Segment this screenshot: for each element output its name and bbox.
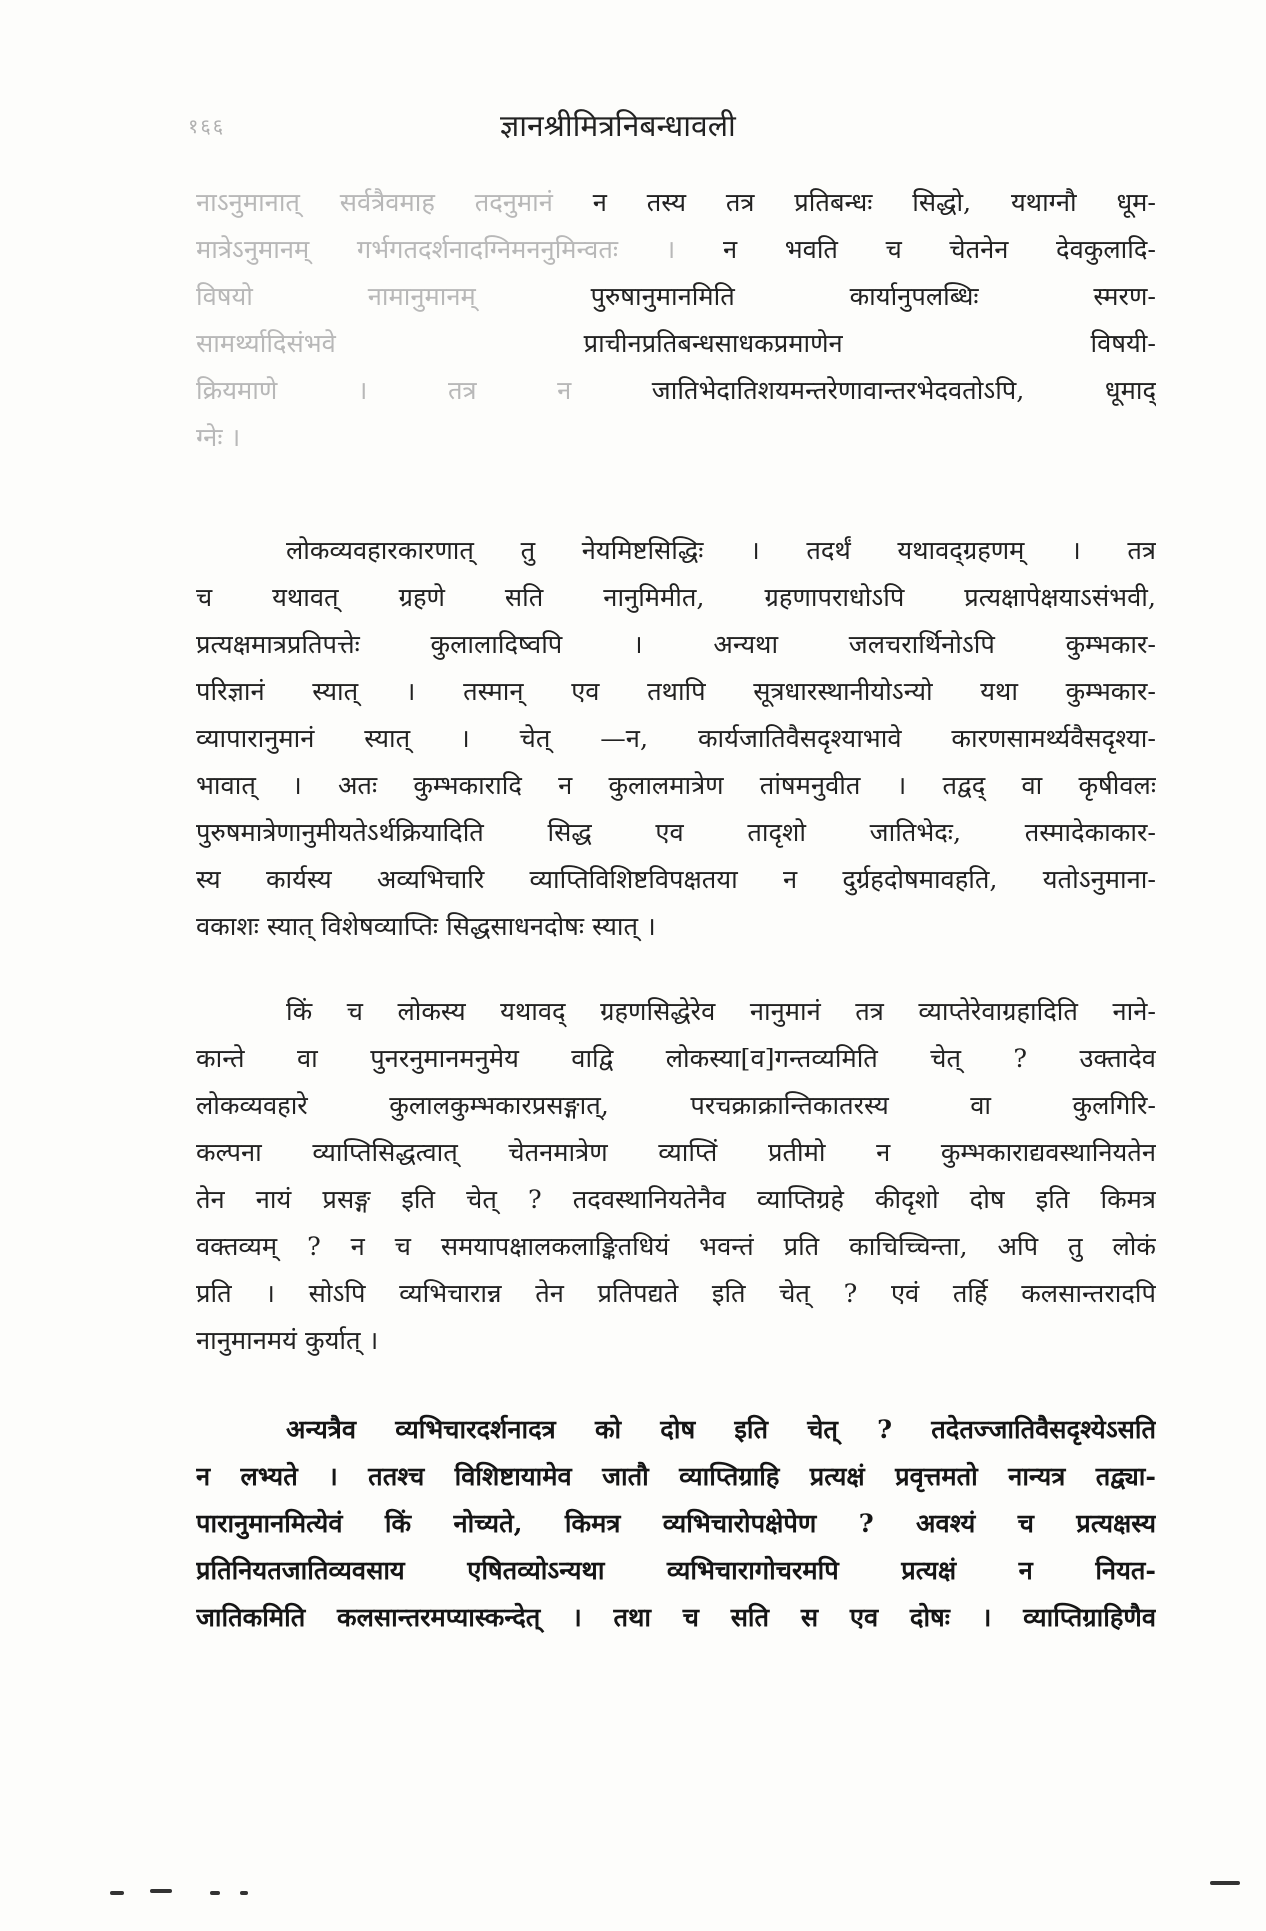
text-line: स्य कार्यस्य अव्यभिचारि व्याप्तिविशिष्टविपक्षतया न दुर्ग्रहदोषमावहति, यतोऽनुमाना- (196, 865, 1156, 895)
paragraph-4 (196, 1407, 1156, 1642)
paragraph-1 (196, 180, 1156, 462)
faded-segment: क्रियमाणे । तत्र न (196, 376, 572, 406)
body-text (196, 180, 1156, 1642)
text-line (196, 368, 1156, 415)
text-line: प्रत्यक्षमात्रप्रतिपत्तेः कुलालादिष्वपि । अन्यथा जलचरार्थिनोऽपि कुम्भकार- (196, 630, 1156, 660)
text-line-rest: पुरुषानुमानमिति कार्यानुपलब्धिः स्मरण- (590, 282, 1156, 312)
text-line: प्रतिनियतजातिव्यवसाय एषितव्योऽन्यथा व्यभिचारागोचरमपि प्रत्यक्षं न नियत- (196, 1556, 1156, 1586)
text-line: लोकव्यवहारकारणात् तु नेयमिष्टसिद्धिः । तदर्थं यथावद्ग्रहणम् । तत्र (286, 536, 1156, 566)
text-line: जातिकमिति कलसान्तरमप्यास्कन्देत् । तथा च सति स एव दोषः । व्याप्तिग्राहिणैव (196, 1603, 1156, 1633)
text-line: परिज्ञानं स्यात् । तस्मान् एव तथापि सूत्रधारस्थानीयोऽन्यो यथा कुम्भकार- (196, 677, 1156, 707)
scan-speck (110, 1891, 124, 1895)
scan-speck (1210, 1881, 1240, 1885)
text-line: च यथावत् ग्रहणे सति नानुमिमीत, ग्रहणापराधोऽपि प्रत्यक्षापेक्षयाऽसंभवी, (196, 583, 1156, 613)
text-line (196, 227, 1156, 274)
faded-segment: सामर्थ्यादिसंभवे (196, 329, 336, 359)
text-line: ग्नेः । (196, 423, 241, 453)
page-number: १६६ (188, 114, 226, 138)
text-line: कल्पना व्याप्तिसिद्धत्वात् चेतनमात्रेण व्याप्तिं प्रतीमो न कुम्भकाराद्यवस्थानियतेन (196, 1138, 1156, 1168)
text-line: पुरुषमात्रेणानुमीयतेऽर्थक्रियादिति सिद्ध एव तादृशो जातिभेदः, तस्मादेकाकार- (196, 818, 1156, 848)
text-line: किं च लोकस्य यथावद् ग्रहणसिद्धेरेव नानुमानं तत्र व्याप्तेरेवाग्रहादिति नाने- (286, 997, 1156, 1027)
text-line (196, 274, 1156, 321)
scan-artifacts (110, 1881, 1266, 1911)
text-line: तेन नायं प्रसङ्ग इति चेत् ? तदवस्थानियतेनैव व्याप्तिग्रहे कीदृशो दोष इति किमत्र (196, 1185, 1156, 1215)
text-line: लोकव्यवहारे कुलालकुम्भकारप्रसङ्गात्, परचक्राक्रान्तिकातरस्य वा कुलगिरि- (196, 1091, 1156, 1121)
text-line (196, 321, 1156, 368)
scan-speck (210, 1891, 220, 1895)
text-line: अन्यत्रैव व्यभिचारदर्शनादत्र को दोष इति चेत् ? तदेतज्जातिवैसदृश्येऽसति (286, 1415, 1156, 1445)
faded-segment: विषयो नामानुमानम् (196, 282, 476, 312)
text-line: व्यापारानुमानं स्यात् । चेत् —न, कार्यजातिवैसदृश्याभावे कारणसामर्थ्यवैसदृश्या- (196, 724, 1156, 754)
text-line: वकाशः स्यात् विशेषव्याप्तिः सिद्धसाधनदोषः स्यात् । (196, 912, 656, 942)
text-line: भावात् । अतः कुम्भकारादि न कुलालमात्रेण तांषमनुवीत । तद्वद् वा कृषीवलः (196, 771, 1156, 801)
text-line-rest: न तस्य तत्र प्रतिबन्धः सिद्धो, यथाग्नौ धूम- (592, 188, 1156, 218)
paragraph-2 (196, 528, 1156, 951)
scan-speck (240, 1891, 248, 1895)
text-line: नानुमानमयं कुर्यात् । (196, 1326, 379, 1356)
text-line: पारानुमानमित्येवं किं नोच्यते, किमत्र व्यभिचारोपक्षेपेण ? अवश्यं च प्रत्यक्षस्य (196, 1509, 1156, 1539)
text-line: वक्तव्यम् ? न च समयापक्षालकलाङ्कितधियं भवन्तं प्रति काचिच्चिन्ता, अपि तु लोकं (196, 1232, 1156, 1262)
text-line: प्रति । सोऽपि व्यभिचारान्न तेन प्रतिपद्यते इति चेत् ? एवं तर्हि कलसान्तरादपि (196, 1279, 1156, 1309)
faded-segment: नाऽनुमानात् सर्वत्रैवमाह तदनुमानं (196, 188, 553, 218)
text-line (196, 180, 1156, 227)
faded-segment: मात्रेऽनुमानम् गर्भगतदर्शनादग्निमननुमिन्वतः । (196, 235, 676, 265)
text-line-rest: प्राचीनप्रतिबन्धसाधकप्रमाणेन विषयी- (583, 329, 1156, 359)
text-line: न लभ्यते । ततश्च विशिष्टायामेव जातौ व्याप्तिग्राहि प्रत्यक्षं प्रवृत्तमतो नान्यत्र तद्व्या- (196, 1462, 1156, 1492)
paragraph-3 (196, 989, 1156, 1365)
page-header (0, 104, 1266, 144)
running-title: ज्ञानश्रीमित्रनिबन्धावली (500, 109, 736, 144)
text-line: कान्ते वा पुनरनुमानमनुमेय वाद्वि लोकस्या[व]गन्तव्यमिति चेत् ? उक्तादेव (196, 1044, 1156, 1074)
scan-speck (150, 1889, 172, 1893)
text-line-rest: जातिभेदातिशयमन्तरेणावान्तरभेदवतोऽपि, धूमाद् (651, 376, 1156, 406)
text-line-rest: न भवति च चेतनेन देवकुलादि- (722, 235, 1156, 265)
